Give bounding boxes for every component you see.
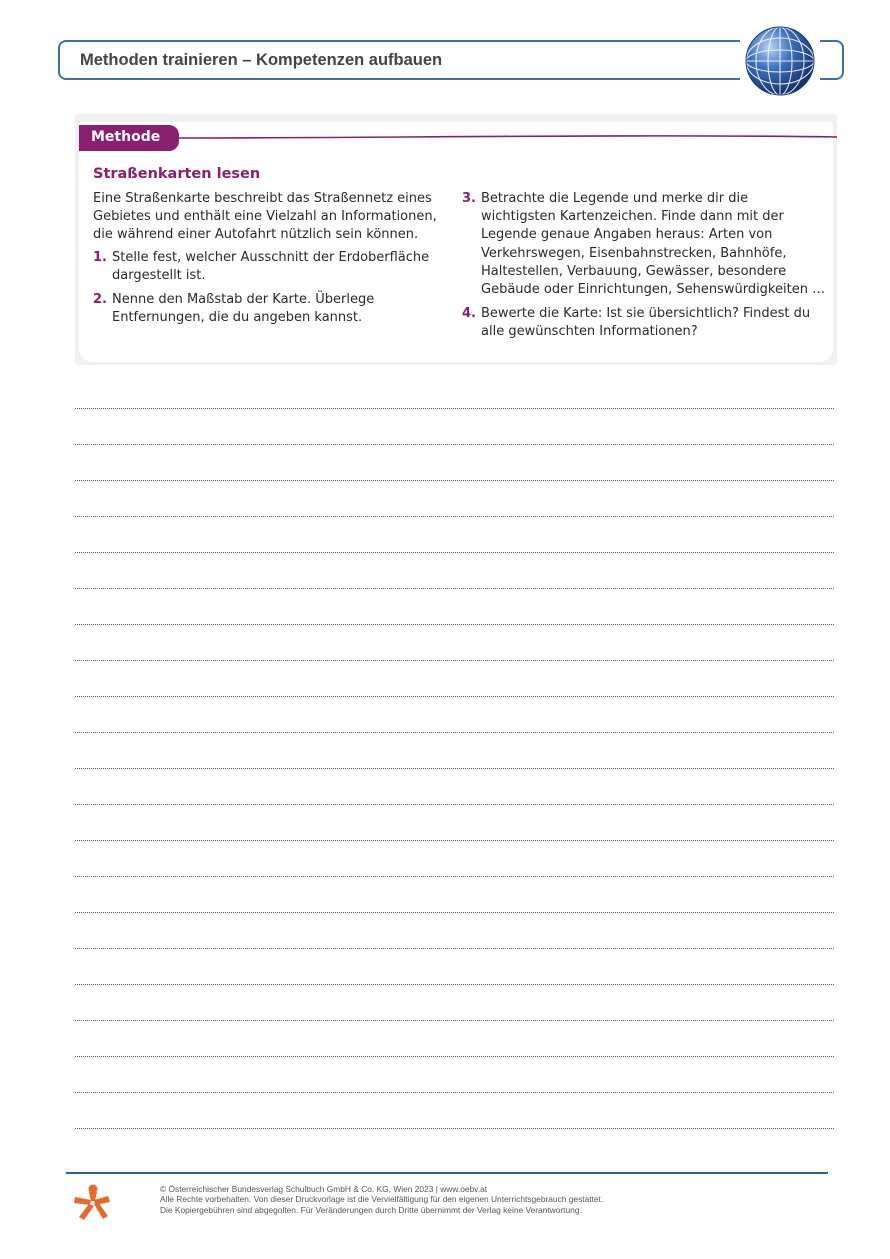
writing-line [75, 768, 834, 769]
step-line: Entfernungen, die du angeben kannst. [112, 310, 363, 326]
method-column-left [93, 190, 443, 333]
step-line: Verkehrswegen, Eisenbahnstrecken, Bahnhöfe, [481, 245, 787, 261]
oebv-asterisk-logo [72, 1184, 112, 1222]
footer-line: Alle Rechte vorbehalten. Von dieser Druckvorlage ist die Vervielfältigung für den eigenen Unterrichtsgebrauch gestattet. [160, 1194, 604, 1205]
writing-line [75, 1128, 834, 1129]
step-number: 4. [462, 306, 476, 322]
method-box [75, 114, 837, 365]
method-heading: Straßenkarten lesen [93, 166, 261, 182]
method-rule [177, 133, 837, 141]
writing-line [75, 1020, 834, 1021]
footer-line: Die Kopiergebühren sind abgegolten. Für Veränderungen durch Dritte übernimmt der Verlag keine Verantwortung. [160, 1204, 582, 1215]
step-2 [93, 291, 443, 327]
writing-line [75, 552, 834, 553]
footer-copyright [160, 1184, 603, 1215]
step-line: alle gewünschten Informationen? [481, 324, 698, 340]
writing-line [75, 588, 834, 589]
writing-line [75, 840, 834, 841]
page-title: Methoden trainieren – Kompetenzen aufbauen [80, 51, 443, 69]
writing-line [75, 516, 834, 517]
step-line: Stelle fest, welcher Ausschnitt der Erdoberfläche [112, 249, 430, 265]
step-number: 1. [93, 249, 107, 265]
writing-line [75, 876, 834, 877]
method-tab: Methode [79, 125, 179, 151]
step-line: Legende genaue Angaben heraus: Arten von [481, 227, 773, 243]
writing-line [75, 912, 834, 913]
step-line: dargestellt ist. [112, 267, 206, 283]
method-inner [79, 122, 833, 362]
step-4 [462, 305, 826, 341]
step-line: Betrachte die Legende und merke dir die [481, 191, 749, 206]
step-number: 2. [93, 292, 107, 308]
method-intro [93, 190, 443, 245]
writing-line [75, 696, 834, 697]
writing-line [75, 444, 834, 445]
step-line: Gebäude oder Einrichtungen, Sehenswürdigkeiten … [481, 282, 826, 298]
header-bar [58, 40, 844, 80]
writing-line [75, 984, 834, 985]
step-line: Bewerte die Karte: Ist sie übersichtlich? Findest du [481, 306, 811, 322]
step-3 [462, 190, 826, 299]
step-number: 3. [462, 191, 476, 206]
method-column-right [462, 190, 826, 348]
step-1 [93, 249, 443, 285]
intro-line: Eine Straßenkarte beschreibt das Straßennetz eines [93, 191, 432, 206]
globe-icon [740, 24, 820, 98]
intro-line: die während einer Autofahrt nützlich sein können. [93, 227, 419, 243]
step-line: Haltestellen, Verbauung, Gewässer, besondere [481, 263, 787, 279]
writing-line [75, 1056, 834, 1057]
step-line: wichtigsten Kartenzeichen. Finde dann mit der [481, 209, 784, 225]
writing-line [75, 732, 834, 733]
writing-line [75, 804, 834, 805]
writing-line [75, 408, 834, 409]
writing-line [75, 624, 834, 625]
step-line: Nenne den Maßstab der Karte. Überlege [112, 292, 375, 308]
writing-line [75, 948, 834, 949]
writing-line [75, 1092, 834, 1093]
writing-line [75, 660, 834, 661]
footer-rule [66, 1172, 828, 1174]
footer-line: © Österreichischer Bundesverlag Schulbuch GmbH & Co. KG, Wien 2023 | www.oebv.at [160, 1184, 488, 1194]
writing-line [75, 480, 834, 481]
intro-line: Gebietes und enthält eine Vielzahl an Informationen, [93, 209, 437, 225]
